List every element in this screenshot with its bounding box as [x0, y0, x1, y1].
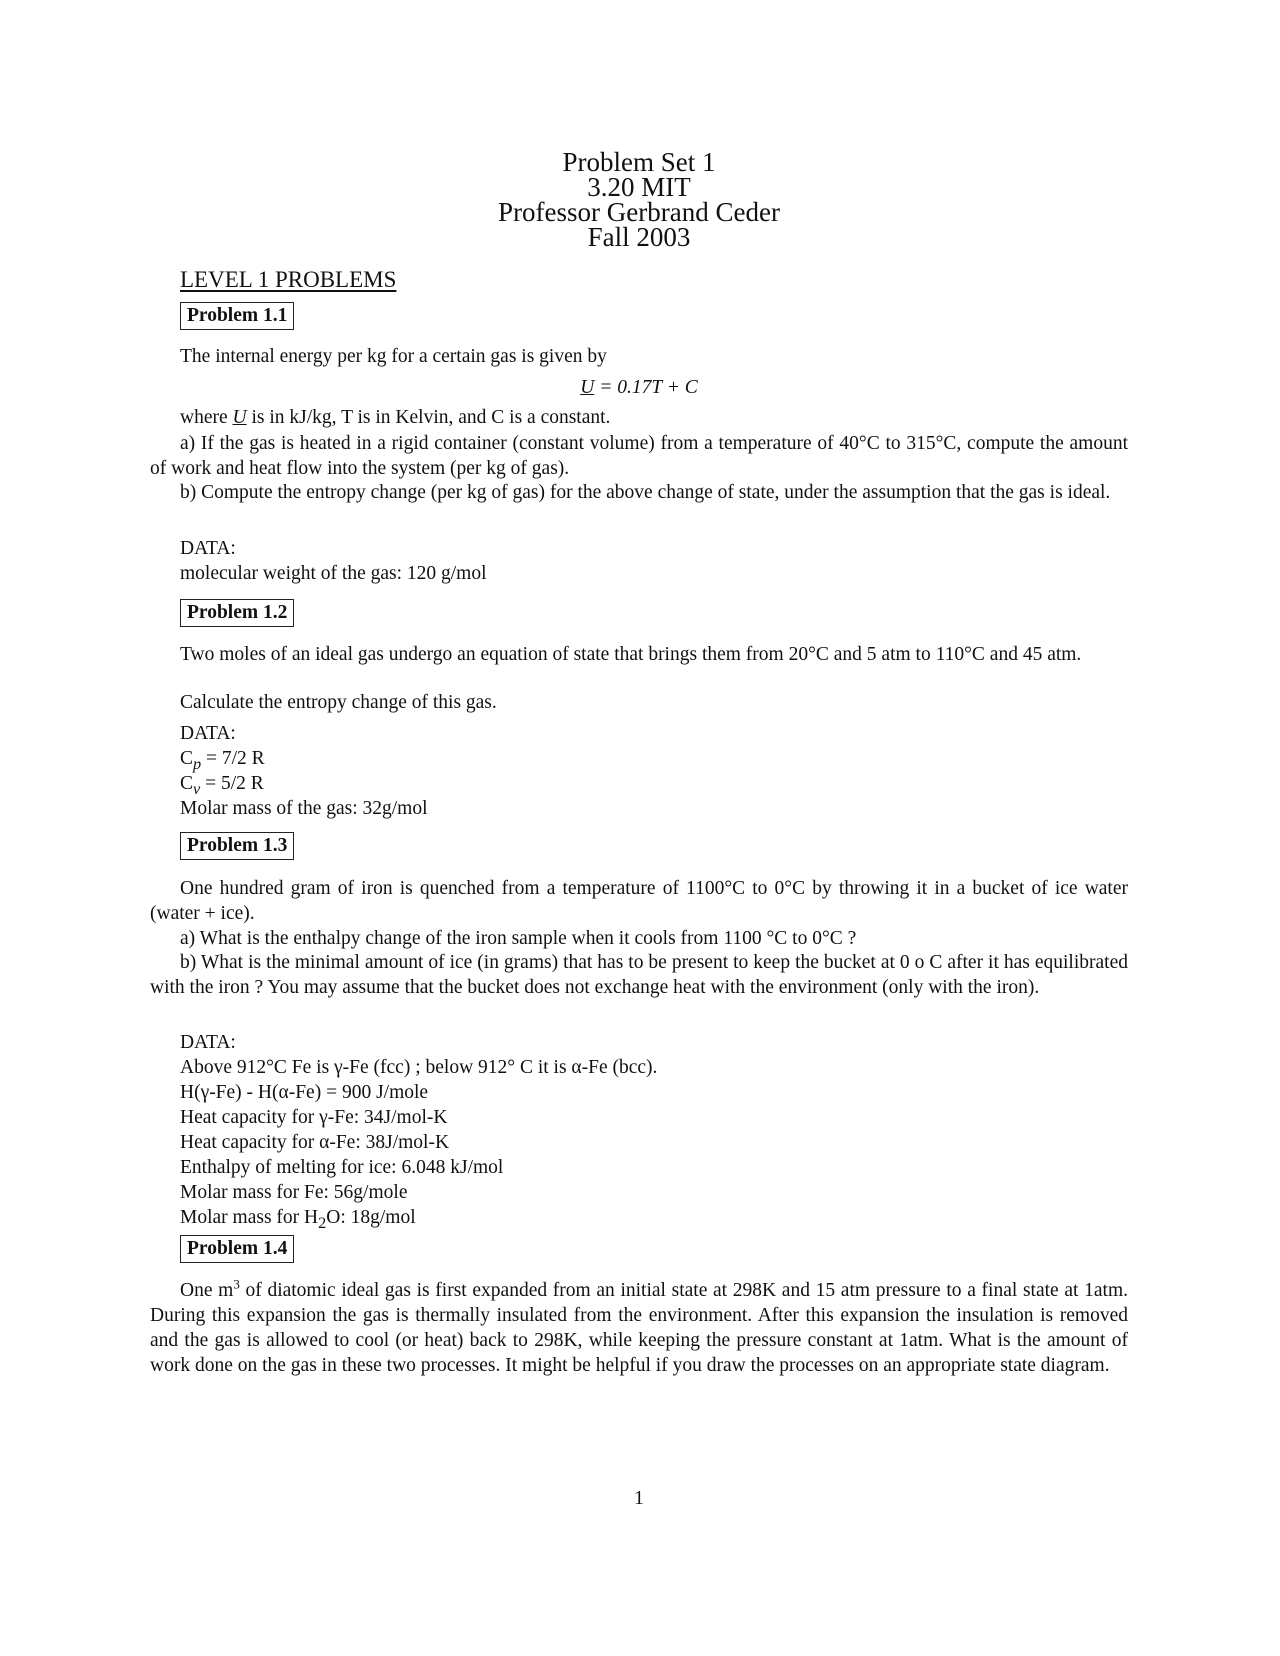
- p13-data-item: Heat capacity for α-Fe: 38J/mol-K: [180, 1132, 450, 1153]
- p11-part-a: a) If the gas is heated in a rigid container (constant volume) from a temperature of 40°C to 315°C, compute the amount of work and heat flow into the system (per kg of gas).: [150, 433, 1128, 479]
- p13-d7-a: Molar mass for H: [180, 1207, 319, 1228]
- header-course: 3.20 MIT: [587, 172, 691, 202]
- p14-text: [150, 1278, 1128, 1378]
- header-professor: Professor Gerbrand Ceder: [498, 197, 780, 227]
- p11-data-label: DATA:: [180, 538, 236, 559]
- problem-1-3-label: Problem 1.3: [180, 832, 294, 860]
- p13-data-item: [180, 1205, 1158, 1230]
- p13-data-item: Enthalpy of melting for ice: 6.048 kJ/mol: [180, 1157, 504, 1178]
- problem-1-4-label: Problem 1.4: [180, 1235, 294, 1263]
- problem-1-1-label: Problem 1.1: [180, 302, 294, 330]
- p11-equation: [150, 375, 1128, 400]
- p11-data-item: molecular weight of the gas: 120 g/mol: [180, 563, 487, 584]
- p12-text2: Calculate the entropy change of this gas.: [180, 692, 497, 713]
- p11-eq-rest: = 0.17T + C: [594, 377, 698, 398]
- p13-data-item: H(γ-Fe) - H(α-Fe) = 900 J/mole: [180, 1082, 429, 1103]
- p12-cp-val: = 7/2 R: [201, 748, 265, 769]
- p13-part-a: a) What is the enthalpy change of the iron sample when it cools from 1100 °C to 0°C ?: [180, 928, 857, 949]
- p12-data: [150, 721, 1158, 821]
- p13-data-item: Molar mass for Fe: 56g/mole: [180, 1182, 408, 1203]
- p11-eq-u: U: [580, 377, 595, 398]
- p12-cv-c: C: [180, 773, 194, 794]
- p12-cv-val: = 5/2 R: [200, 773, 264, 794]
- p12-cp-sub: p: [193, 754, 202, 773]
- p12-cp-c: C: [180, 748, 194, 769]
- p13-data-item: Heat capacity for γ-Fe: 34J/mol-K: [180, 1107, 448, 1128]
- p12-cp: [180, 746, 1158, 771]
- p12-text: Two moles of an ideal gas undergo an equation of state that brings them from 20°C and 5 atm to 110°C and 45 atm.: [180, 644, 1082, 665]
- p11-where-a: where: [180, 407, 233, 428]
- p11-part-b: b) Compute the entropy change (per kg of gas) for the above change of state, under the assumption that the gas is ideal.: [180, 482, 1111, 503]
- p11-intro: The internal energy per kg for a certain gas is given by: [180, 346, 607, 367]
- p14-text-a: One m: [180, 1280, 234, 1301]
- p11-where-u: U: [232, 407, 247, 428]
- p14-text-b: of diatomic ideal gas is first expanded from an initial state at 298K and 15 atm pressure to a final state at 1atm. During this expansion the gas is thermally insulated from the environment. After this expansion the insulation is removed and the gas is allowed to cool (or heat) back to 298K, while keeping the pressure constant at 1atm. What is the amount of work done on the gas in these two processes. It might be helpful if you draw the processes on an appropriate state diagram.: [150, 1280, 1129, 1376]
- p13-text: One hundred gram of iron is quenched from a temperature of 1100°C to 0°C by throwing it in a bucket of ice water (water + ice).: [150, 878, 1128, 924]
- header-title: Problem Set 1: [562, 147, 716, 177]
- p12-molar: Molar mass of the gas: 32g/mol: [180, 798, 428, 819]
- p11-where: [150, 405, 1158, 430]
- p13-d7-b: O: 18g/mol: [326, 1207, 416, 1228]
- p12-cv-sub: v: [193, 779, 201, 798]
- problem-1-2-label: Problem 1.2: [180, 599, 294, 627]
- p14-text-sup: 3: [233, 1276, 240, 1292]
- p13-data-item: Above 912°C Fe is γ-Fe (fcc) ; below 912° C it is α-Fe (bcc).: [180, 1057, 658, 1078]
- document-header: [150, 147, 1128, 252]
- p13-data: [150, 1030, 1158, 1230]
- header-term: Fall 2003: [587, 222, 691, 252]
- p11-where-b: is in kJ/kg, T is in Kelvin, and C is a constant.: [246, 407, 611, 428]
- p12-data-label: DATA:: [180, 723, 236, 744]
- p13-data-label: DATA:: [180, 1032, 236, 1053]
- page-number: 1: [634, 1488, 644, 1509]
- p13-d7-sub: 2: [318, 1213, 327, 1232]
- level-heading: LEVEL 1 PROBLEMS: [180, 267, 397, 292]
- p11-data: [150, 536, 1158, 586]
- p12-cv: [180, 771, 1158, 796]
- p13-part-b: b) What is the minimal amount of ice (in grams) that has to be present to keep the bucket at 0 o C after it has equilibrated with the iron ? You may assume that the bucket does not exchange heat with the environment (only with the iron).: [150, 952, 1128, 998]
